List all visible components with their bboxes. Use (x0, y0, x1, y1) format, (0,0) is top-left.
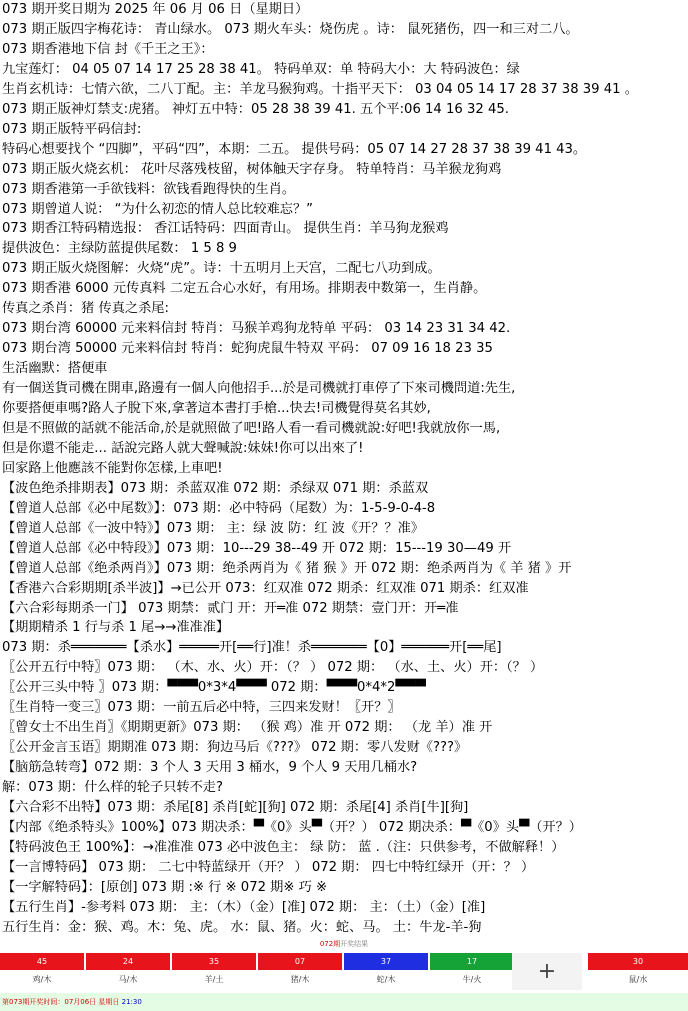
next-draw-text: 第073期开奖时间：07月06日 星期日 (2, 998, 120, 1006)
text-line: 【一言博特码】 073 期： 二七中特蓝绿开（开？ ） 072 期： 四七中特红绿开（开：？ ） (2, 859, 535, 875)
text-line: 你要搭便車嗎?路人子脫下來,拿著這本書打手槍...快去!司機覺得莫名其妙, (2, 401, 431, 416)
ball-zodiac: 牛/火 (430, 970, 514, 989)
text-line: 回家路上他應該不能對你怎樣,上車吧! (2, 460, 223, 476)
text-line: 073 期香江特码精选报： 香江话特码：四面青山。 提供生肖：羊马狗龙猴鸡 (2, 221, 449, 237)
results-title-text: 开奖结果 (340, 940, 369, 948)
ball-number: 07 (258, 953, 342, 970)
text-line: 073 期香港地下信 封《千王之王》： (2, 41, 214, 57)
text-line: 【内部《绝杀特头》100%】073 期决杀：▀《0》头▀（开？） 072 期决杀：▀《0》头▀（开？） (2, 819, 582, 835)
text-line: 073 期正版四字梅花诗： 青山绿水。 073 期火车头：烧伤虎 。诗： 鼠死猪伤，四一和三对二八。 (2, 21, 579, 37)
text-line: 073 期台湾 60000 元来料信封 特肖：马猴羊鸡狗龙特单 平码： 03 14 23 31 34 42. (2, 321, 511, 337)
text-line: 生肖玄机诗：七情六欲，二八丁配。主：羊龙马猴狗鸡。十指平天下： 03 04 05 14 17 28 37 38 39 41 。 (2, 81, 638, 97)
ball-number: 35 (172, 953, 256, 970)
text-line: 073 期曾道人说： “为什么初恋的情人总比较难忘？” (2, 201, 313, 217)
next-draw-footer (0, 993, 688, 1011)
draw-results-panel (0, 937, 688, 992)
text-line: 073 期正版火烧玄机： 花叶尽落残枝留，树体触天字存身。 特单特肖：马羊猴龙狗鸡 (2, 161, 502, 177)
result-ball-1 (0, 953, 84, 991)
ball-number: 17 (430, 953, 514, 970)
ball-number: 45 (0, 953, 84, 970)
text-line: 073 期台湾 50000 元来料信封 特肖：蛇狗虎鼠牛特双 平码： 07 09 16 18 23 35 (2, 341, 493, 357)
text-line: 特码心想要找个 “四脚”，平码“四”，本期：二五。 提供号码：05 07 14 27 28 37 38 39 41 43。 (2, 141, 587, 157)
text-line: 073 期香港第一手欲钱料：欲钱看跑得快的生肖。 (2, 181, 296, 197)
next-draw-time: 21:30 (121, 998, 142, 1006)
text-line: 九宝莲灯： 04 05 07 14 17 25 28 38 41。 特码单双：单 特码大小：大 特码波色：绿 (2, 61, 520, 77)
ball-number: 37 (344, 953, 428, 970)
text-line: 【曾道人总部《绝杀两肖》】073 期：绝杀两肖为《 猪 猴 》开 072 期：绝杀两肖为《 羊 猪 》开 (2, 560, 572, 576)
result-ball-3 (172, 953, 256, 991)
text-line: 生活幽默：搭便車 (2, 361, 108, 377)
ball-number: 30 (588, 953, 688, 970)
text-line: 【曾道人总部《必中特段》】073 期：10---29 38--49 开 072 期：15---19 30—49 开 (2, 540, 512, 556)
text-line: 【五行生肖】-参考料 073 期： 主：（木）（金）[准] 072 期： 主：（土）（金）[准] (2, 899, 486, 915)
ball-zodiac: 猪/木 (258, 970, 342, 989)
result-ball-4 (258, 953, 342, 991)
result-ball-6 (430, 953, 514, 991)
result-ball-5 (344, 953, 428, 991)
ball-zodiac: 马/木 (86, 970, 170, 989)
text-line: 073 期正版特平码信封: (2, 121, 142, 137)
text-line: 传真之杀肖：猪 传真之杀尾: (2, 301, 169, 317)
text-line: 〖公开五行中特〗073 期： （木、水、火）开：（？ ） 072 期： （水、土、火）开：（？ ） (2, 660, 544, 676)
text-line: 五行生肖：金：猴、鸡。木：兔、虎。 水：鼠、猪。火：蛇、马。 土：牛龙-羊-狗 (2, 919, 482, 935)
text-line: 但是不照做的話就不能活命,於是就照做了吧!路人看一看司機就說:好吧!我就放你一馬, (2, 420, 501, 436)
text-line: 〖公开金言玉语〗期期准 073 期：狗边马后《???》 072 期：零八发财《???》 (2, 740, 468, 756)
text-line: 【特码波色王 100%】：→准准准 073 必中波色主： 绿 防： 蓝 .（注：只供参考，不做解释！） (2, 839, 565, 855)
text-line: 073 期正版神灯禁支:虎猪。 神灯五中特：05 28 38 39 41. 五个平:06 14 16 32 45. (2, 101, 509, 117)
text-line: 〖公开三头中特 〗073 期：▀▀▀0*3*4▀▀▀ 072 期：▀▀▀0*4*2▀▀▀ (2, 680, 426, 696)
results-issue-number: 072期 (319, 940, 341, 948)
text-line: 【脑筋急转弯】072 期：3 个人 3 天用 3 桶水，9 个人 9 天用几桶水? (2, 760, 418, 776)
ball-zodiac: 鼠/水 (588, 970, 688, 989)
text-line: 解：073 期：什么样的轮子只转不走? (2, 780, 223, 796)
text-line: 〖曾女士不出生肖〗《期期更新》073 期： （猴 鸡）准 开 072 期： （龙 羊）准 开 (2, 720, 493, 736)
ball-zodiac: 鸡/木 (0, 970, 84, 989)
text-line: 有一個送貨司機在開車,路邊有一個人向他招手...於是司機就打車停了下來司機問道:先生, (2, 381, 516, 397)
text-line: 073 期开奖日期为 2025 年 06 月 06 日（星期日） (2, 2, 309, 17)
plus-separator: + (512, 953, 582, 990)
text-line: 073 期香港 6000 元传真料 二定五合心水好，有用场。排期表中数第一，生肖静。 (2, 281, 487, 297)
result-special-ball (588, 953, 688, 991)
text-line: 【曾道人总部《一波中特》】073 期： 主：绿 波 防：红 波《开？？准》 (2, 520, 424, 536)
result-ball-2 (86, 953, 170, 991)
text-line: 【六合彩每期杀一门】 073 期禁：贰门 开：开═准 072 期禁：壹门开：开═准 (2, 600, 459, 616)
text-line: 【期期精杀 1 行与杀 1 尾→→准准准】 (2, 620, 230, 636)
text-line: 【一字解特码】：[原创] 073 期 :※ 行 ※ 072 期※ 巧 ※ (2, 879, 328, 895)
text-line: 【香港六合彩期期[杀半波]】→已公开 073：红双准 072 期杀：红双准 071 期杀：红双准 (2, 580, 529, 596)
ball-zodiac: 蛇/木 (344, 970, 428, 989)
text-line: 但是你還不能走... 話說完路人就大聲喊說:妹妹!你可以出來了! (2, 440, 364, 456)
ball-zodiac: 羊/土 (172, 970, 256, 989)
text-line: 【六合彩不出特】073 期：杀尾[8] 杀肖[蛇][狗] 072 期：杀尾[4] 杀肖[牛][狗] (2, 800, 469, 815)
text-line: 提供波色：主绿防蓝提供尾数： 1 5 8 9 (2, 241, 237, 257)
text-line: 073 期正版火烧图解：火烧“虎”。诗：十五明月上天宫，二配七八功到成。 (2, 261, 441, 277)
ball-number: 24 (86, 953, 170, 970)
text-line: 073 期：杀═══════【杀水】═════开[══行]准！杀═══════【0】══════开[══尾] (2, 640, 502, 656)
text-line: 【波色绝杀排期表】073 期：杀蓝双准 072 期：杀绿双 071 期：杀蓝双 (2, 480, 429, 496)
results-title (0, 937, 688, 951)
text-line: 【曾道人总部《必中尾数》】：073 期：必中特码（尾数）为：1-5-9-0-4-8 (2, 500, 436, 516)
text-line: 〖生肖特一变三〗073 期：一前五后必中特，三四来发财！〖开？〗 (2, 700, 401, 716)
